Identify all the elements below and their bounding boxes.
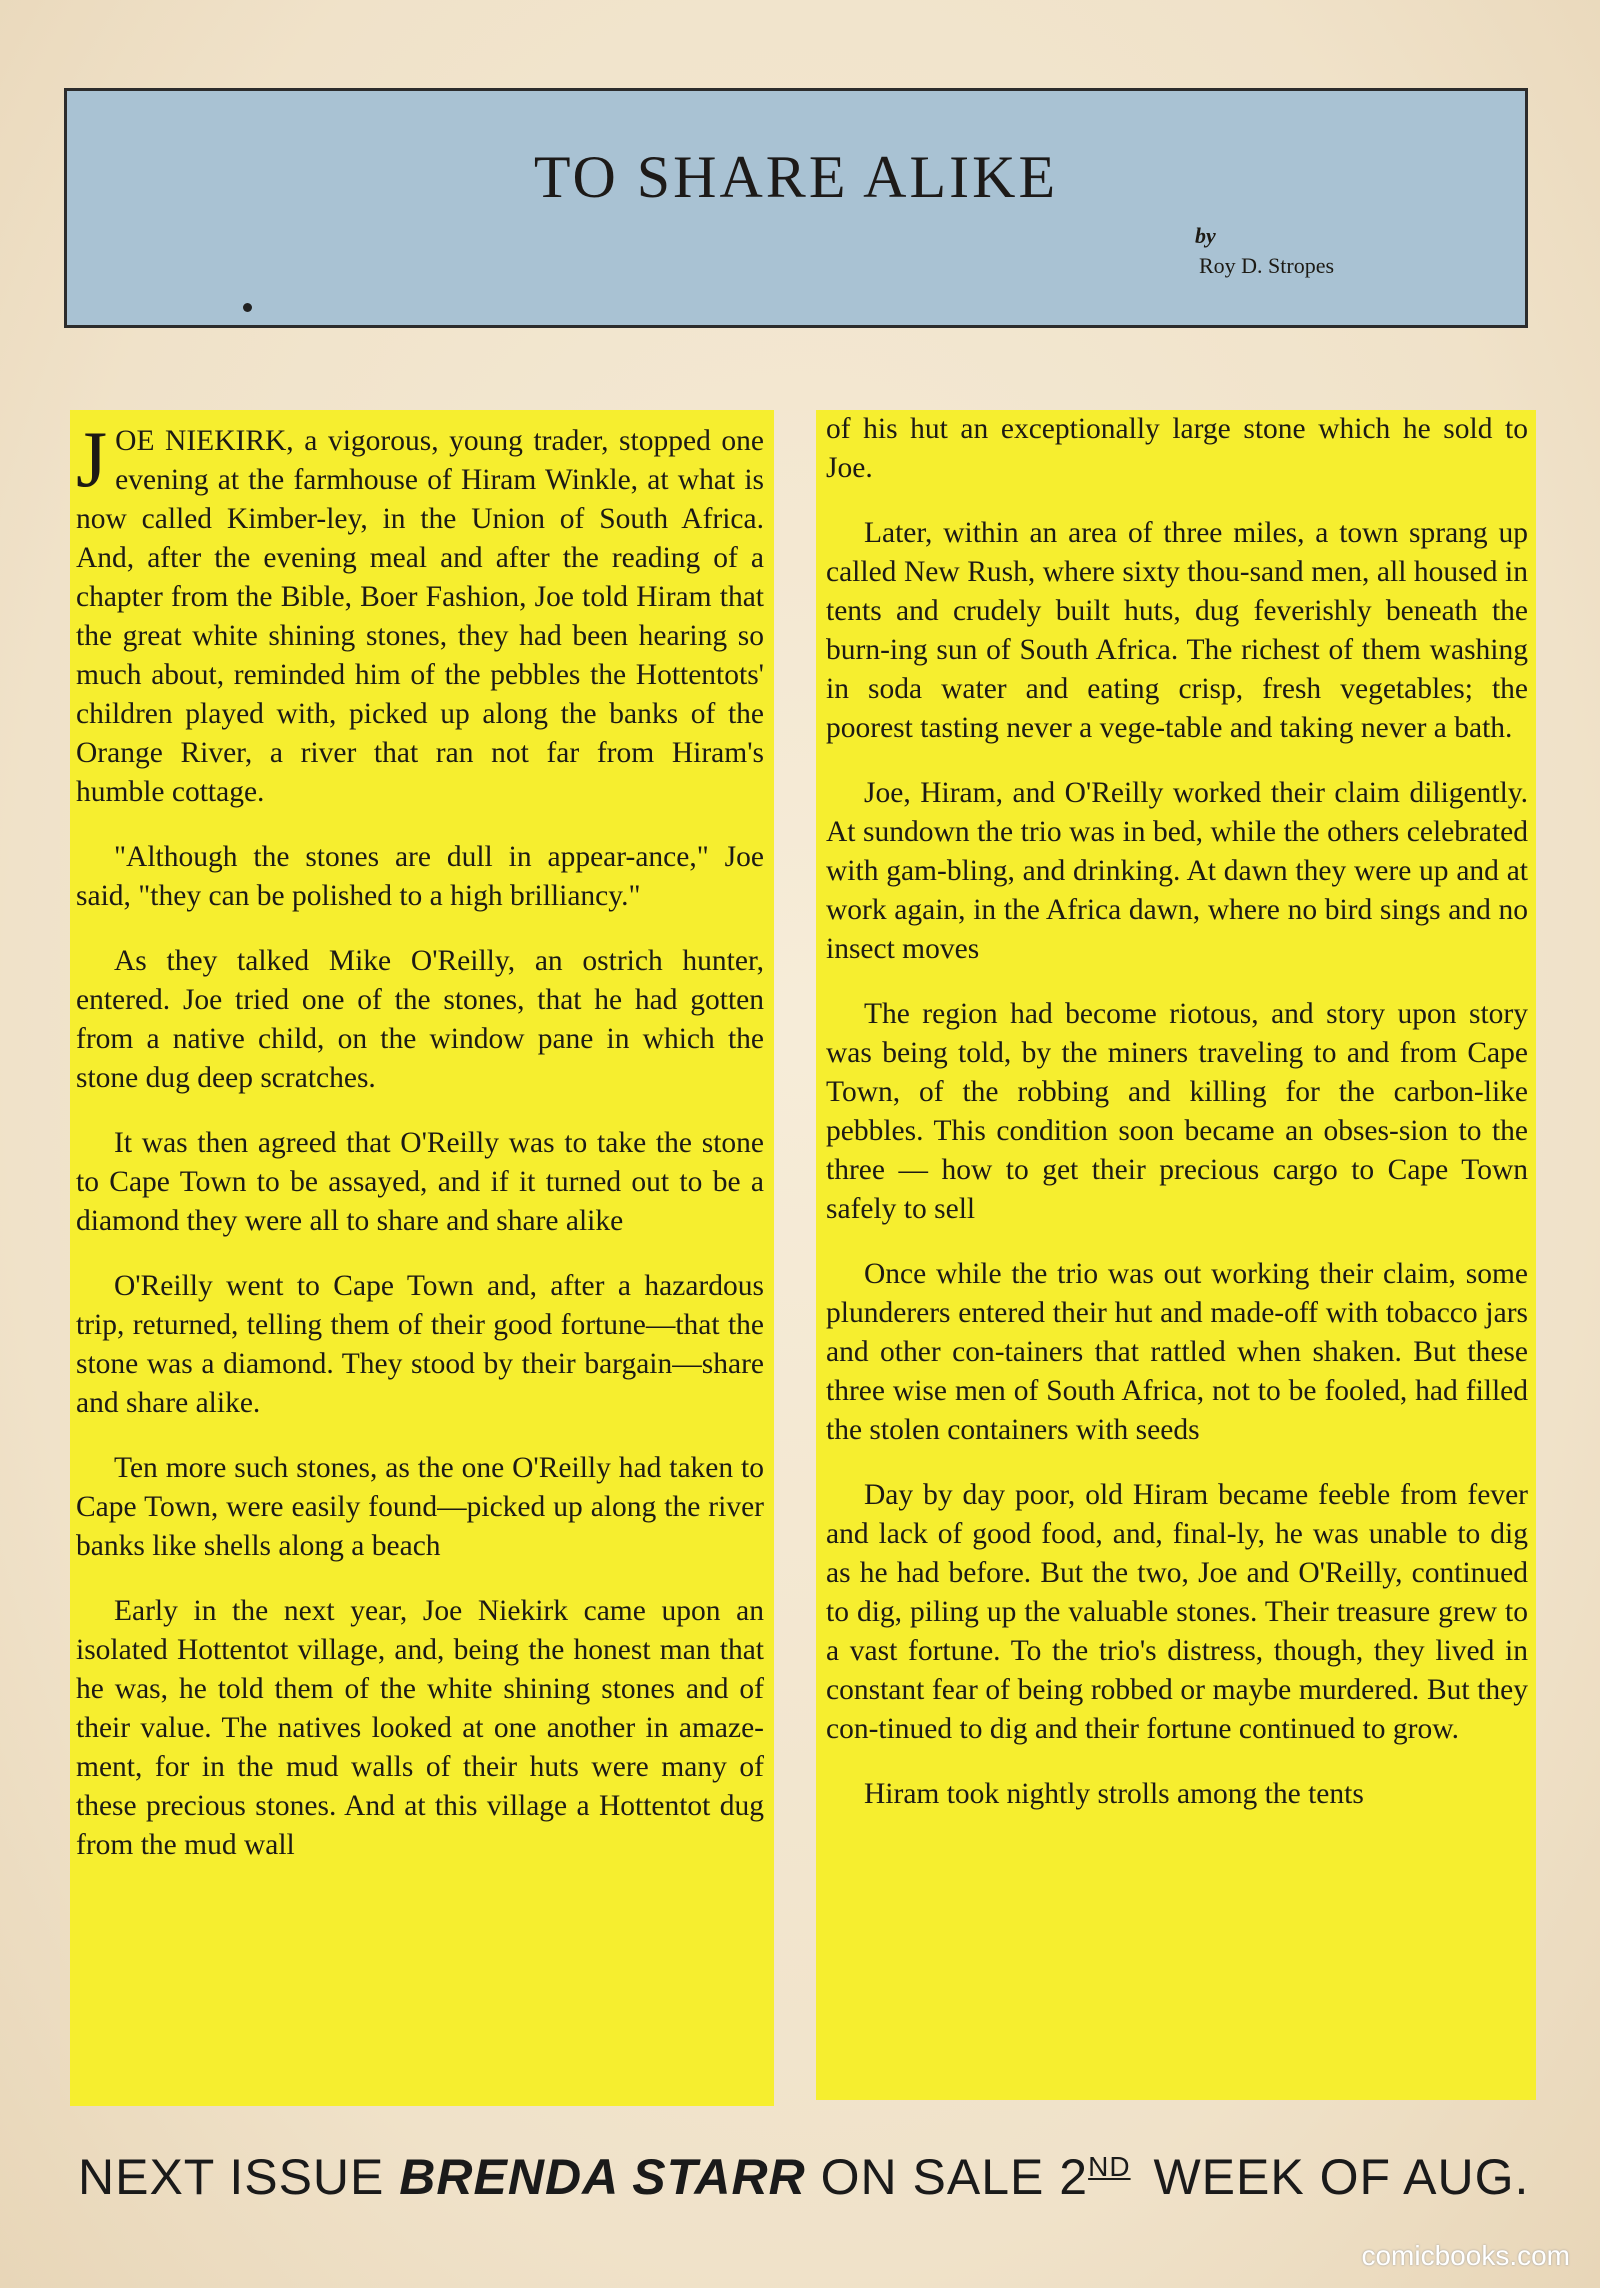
paragraph: "Although the stones are dull in appear-ance," Joe said, "they can be polished to a high brilliancy.": [76, 841, 764, 912]
drop-cap: J: [76, 416, 108, 504]
on-sale-date: WEEK OF AUG.: [1153, 2149, 1530, 2205]
story-title: TO SHARE ALIKE: [533, 144, 1059, 210]
paragraph: It was then agreed that O'Reilly was to take the stone to Cape Town to be assayed, and if it turned out to be a diamond they were all to share and share alike: [76, 1127, 764, 1237]
title-panel: [64, 88, 1528, 328]
paragraph: As they talked Mike O'Reilly, an ostrich hunter, entered. Joe tried one of the stones, that he had gotten from a native child, on the window pane in which the stone dug deep scratches.: [76, 945, 764, 1094]
paragraph: Later, within an area of three miles, a town sprang up called New Rush, where sixty thou-sand men, all housed in tents and crudely built huts, dug feverishly beneath the burn-ing sun of South Africa. The richest of them washing in soda water and eating crisp, fresh vegetables; the poorest tasting never a vege-table and taking never a bath.: [826, 517, 1528, 744]
paragraph: Early in the next year, Joe Niekirk came upon an isolated Hottentot village, and, being the honest man that he was, he told them of the white shining stones and of their value. The natives looked at one another in amaze-ment, for in the mud walls of their huts were many of these precious stones. And at this village a Hottentot dug from the mud wall: [76, 1595, 764, 1861]
paragraph: Hiram took nightly strolls among the tents: [864, 1778, 1364, 1810]
ink-dot: [243, 303, 252, 312]
next-issue-label: NEXT ISSUE: [78, 2149, 385, 2205]
paragraph: Ten more such stones, as the one O'Reilly had taken to Cape Town, were easily found—picked up along the river banks like shells along a beach: [76, 1452, 764, 1562]
on-sale-label: ON SALE 2: [820, 2149, 1089, 2205]
paragraph: Joe, Hiram, and O'Reilly worked their claim diligently. At sundown the trio was in bed, while the others celebrated with gam-bling, and drinking. At dawn they were up and at work again, in the Africa dawn, where no bird sings and no insect moves: [826, 777, 1528, 965]
text-column-right: [816, 410, 1536, 2100]
site-watermark: comicbooks.com: [1361, 2240, 1570, 2271]
paragraph: Day by day poor, old Hiram became feeble from fever and lack of good food, and, final-ly, he was unable to dig as he had before. But the two, Joe and O'Reilly, continued to dig, piling up the valuable stones. Their treasure grew to a vast fortune. To the trio's distress, though, they lived in constant fear of being robbed or maybe murdered. But they con-tinued to dig and their fortune continued to grow.: [826, 1479, 1528, 1745]
paragraph: JOE NIEKIRK, a vigorous, young trader, stopped one evening at the farmhouse of Hiram Winkle, at what is now called Kimber-ley, in the Union of South Africa. And, after the evening meal and after the reading of a chapter from the Bible, Boer Fashion, Joe told Hiram that the great white shining stones, they had been hearing so much about, reminded him of the pebbles the Hottentots' children played with, picked up along the banks of the Orange River, a river that ran not far from Hiram's humble cottage.: [76, 416, 764, 808]
paragraph: of his hut an exceptionally large stone which he sold to Joe.: [826, 413, 1528, 484]
ordinal-suffix: ND: [1088, 2151, 1131, 2182]
byline-author: Roy D. Stropes: [1199, 253, 1335, 278]
series-name: BRENDA STARR: [399, 2149, 806, 2205]
paragraph: The region had become riotous, and story upon story was being told, by the miners traveling to and from Cape Town, of the robbing and killing for the carbon-like pebbles. This condition soon became an obses-sion to the three — how to get their precious cargo to Cape Town safely to sell: [826, 998, 1528, 1225]
text-column-left: [70, 410, 774, 2106]
paragraph: Once while the trio was out working their claim, some plunderers entered their hut and made-off with tobacco jars and other con-tainers that rattled when shaken. But these three wise men of South Africa, not to be fooled, had filled the stolen containers with seeds: [826, 1258, 1528, 1446]
paragraph: O'Reilly went to Cape Town and, after a hazardous trip, returned, telling them of their good fortune—that the stone was a diamond. They stood by their bargain—share and share alike.: [76, 1270, 764, 1419]
byline-by: by: [1195, 223, 1216, 248]
next-issue-banner: [78, 2148, 1528, 2206]
